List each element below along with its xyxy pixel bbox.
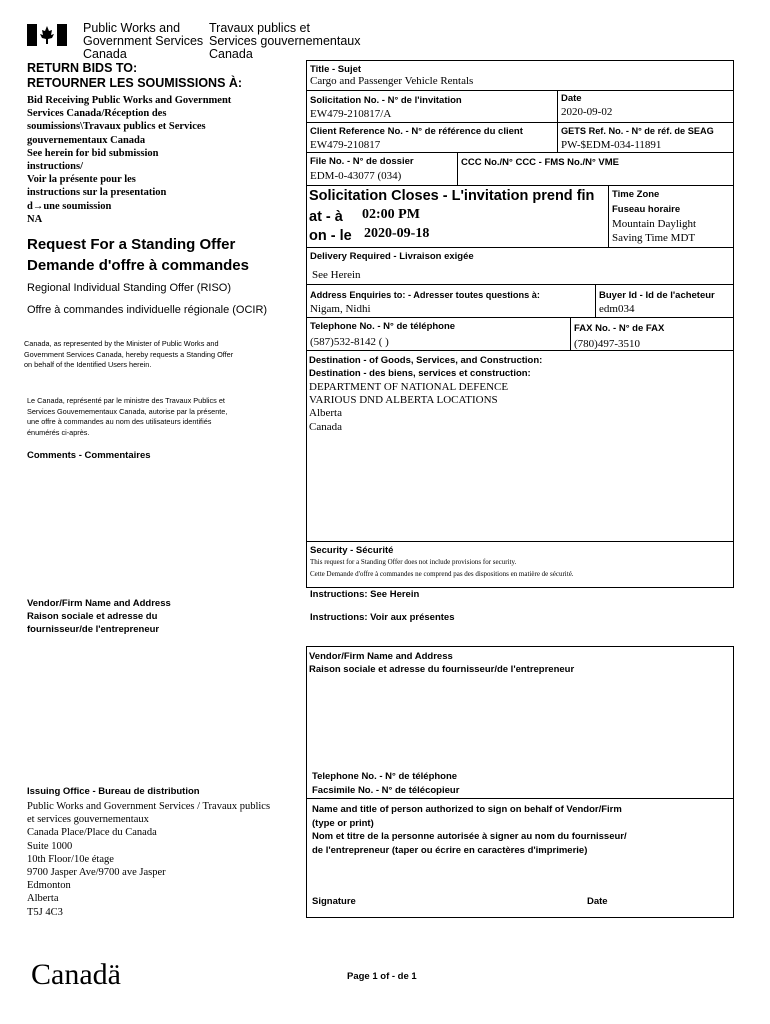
closes-on-value: 2020-09-18 bbox=[364, 226, 430, 241]
issuing-office-address: Public Works and Government Services / Travaux publics et services gouvernementaux Canada Place/Place du Canada Suite 1000 10th Floor/10e étage 9700 Jasper Ave/9700 ave Jasper Edmonton Alberta T5J 4C3 bbox=[27, 801, 271, 918]
closes-at-label: at - à bbox=[309, 209, 343, 225]
date-label: Date bbox=[561, 93, 582, 104]
authorized-person-field[interactable] bbox=[308, 860, 732, 892]
request-subtitle-en: Regional Individual Standing Offer (RISO) bbox=[27, 282, 232, 294]
enquiries-value: Nigam, Nidhi bbox=[310, 303, 371, 315]
request-paragraph-fr: Le Canada, représenté par le ministre des Travaux Publics et Services Gouvernementaux Canada, autorise par la présente, une offre à commandes au nom des utilisateurs identifiés énumérés ci-après. bbox=[27, 396, 228, 437]
logo-text-en: Public Works and Government Services Canada bbox=[83, 21, 204, 61]
logo-text-fr: Travaux publics et Services gouvernementaux Canada bbox=[209, 21, 361, 61]
ccc-label: CCC No./N° CCC - FMS No./N° VME bbox=[461, 157, 620, 168]
vendor-label-fr: Raison sociale et adresse du fournisseur/de l'entrepreneur bbox=[309, 664, 575, 675]
authorized-person-label: Name and title of person authorized to sign on behalf of Vendor/Firm (type or print) Nom et titre de la personne autorisée à signer au nom du fournisseur/ de l'entrepreneur (taper ou écrire en caractères d'imprimerie) bbox=[312, 804, 627, 856]
timezone-label-fr: Fuseau horaire bbox=[612, 204, 681, 215]
buyer-id-value: edm034 bbox=[599, 303, 635, 315]
gets-value: PW-$EDM-034-11891 bbox=[561, 139, 662, 151]
signature-date-label: Date bbox=[587, 896, 608, 907]
destination-label-fr: Destination - des biens, services et construction: bbox=[309, 368, 531, 379]
telephone-value: (587)532-8142 ( ) bbox=[310, 336, 389, 348]
enquiries-label: Address Enquiries to: - Adresser toutes questions à: bbox=[310, 290, 540, 300]
fax-value: (780)497-3510 bbox=[574, 338, 640, 350]
security-text-en: This request for a Standing Offer does not include provisions for security. bbox=[310, 558, 517, 566]
client-ref-label: Client Reference No. - N° de référence du client bbox=[310, 126, 523, 137]
file-label: File No. - N° de dossier bbox=[310, 156, 414, 167]
signature-label: Signature bbox=[312, 896, 356, 907]
delivery-value: See Herein bbox=[312, 269, 361, 281]
timezone-value-2: Saving Time MDT bbox=[612, 232, 696, 244]
vendor-label-en: Vendor/Firm Name and Address bbox=[309, 651, 453, 662]
client-ref-value: EW479-210817 bbox=[310, 139, 381, 151]
title-label: Title - Sujet bbox=[310, 64, 362, 75]
date-value: 2020-09-02 bbox=[561, 106, 613, 118]
canada-wordmark: Canadä bbox=[31, 958, 121, 991]
timezone-value-1: Mountain Daylight bbox=[612, 218, 697, 230]
page-number: Page 1 of - de 1 bbox=[347, 971, 417, 982]
destination-address: DEPARTMENT OF NATIONAL DEFENCE VARIOUS DND ALBERTA LOCATIONS Alberta Canada bbox=[309, 381, 509, 433]
fax-label: FAX No. - N° de FAX bbox=[574, 323, 665, 334]
delivery-label: Delivery Required - Livraison exigée bbox=[310, 251, 474, 262]
title-value: Cargo and Passenger Vehicle Rentals bbox=[310, 75, 474, 87]
vendor-label-left: Vendor/Firm Name and Address Raison sociale et adresse du fournisseur/de l'entrepreneur bbox=[27, 598, 171, 635]
closes-on-label: on - le bbox=[309, 228, 352, 244]
timezone-label-en: Time Zone bbox=[612, 189, 660, 200]
destination-label-en: Destination - of Goods, Services, and Construction: bbox=[309, 355, 543, 366]
request-title-fr: Demande d'offre à commandes bbox=[27, 257, 249, 274]
closes-at-value: 02:00 PM bbox=[362, 207, 420, 222]
comments-label: Comments - Commentaires bbox=[27, 450, 151, 461]
vendor-telephone-label: Telephone No. - N° de téléphone bbox=[312, 771, 458, 782]
request-title-en: Request For a Standing Offer bbox=[27, 236, 236, 253]
solicitation-label: Solicitation No. - N° de l'invitation bbox=[310, 95, 462, 106]
solicitation-value: EW479-210817/A bbox=[310, 108, 392, 120]
closes-title: Solicitation Closes - L'invitation prend fin bbox=[309, 188, 595, 204]
canada-flag-icon bbox=[27, 24, 67, 46]
return-bids-title-en: RETURN BIDS TO: bbox=[27, 61, 138, 75]
instructions-fr: Instructions: Voir aux présentes bbox=[310, 612, 455, 623]
instructions-en: Instructions: See Herein bbox=[310, 589, 420, 600]
vendor-fax-label: Facsimile No. - N° de télécopieur bbox=[312, 785, 460, 796]
return-bids-address: Bid Receiving Public Works and Government Services Canada/Réception des soumissions\Travaux publics et Services gouvernementaux Canada See herein for bid submission instructions/ Voir la présente pour les instructions sur la presentation d→une soumission NA bbox=[27, 95, 232, 225]
vendor-name-address-field[interactable] bbox=[308, 679, 732, 767]
issuing-office-label: Issuing Office - Bureau de distribution bbox=[27, 786, 200, 797]
buyer-id-label: Buyer Id - Id de l'acheteur bbox=[599, 290, 715, 301]
file-value: EDM-0-43077 (034) bbox=[310, 170, 402, 182]
security-label: Security - Sécurité bbox=[310, 545, 394, 556]
return-bids-title-fr: RETOURNER LES SOUMISSIONS À: bbox=[27, 76, 243, 90]
request-paragraph-en: Canada, as represented by the Minister of Public Works and Government Services Canada, hereby requests a Standing Offer on behalf of the Identified Users herein. bbox=[24, 339, 234, 369]
security-text-fr: Cette Demande d'offre à commandes ne comprend pas des dispositions en matière de sécurité. bbox=[310, 570, 574, 578]
telephone-label: Telephone No. - N° de téléphone bbox=[310, 321, 456, 332]
request-subtitle-fr: Offre à commandes individuelle régionale (OCIR) bbox=[27, 304, 268, 316]
gets-label: GETS Ref. No. - N° de réf. de SEAG bbox=[561, 126, 714, 136]
